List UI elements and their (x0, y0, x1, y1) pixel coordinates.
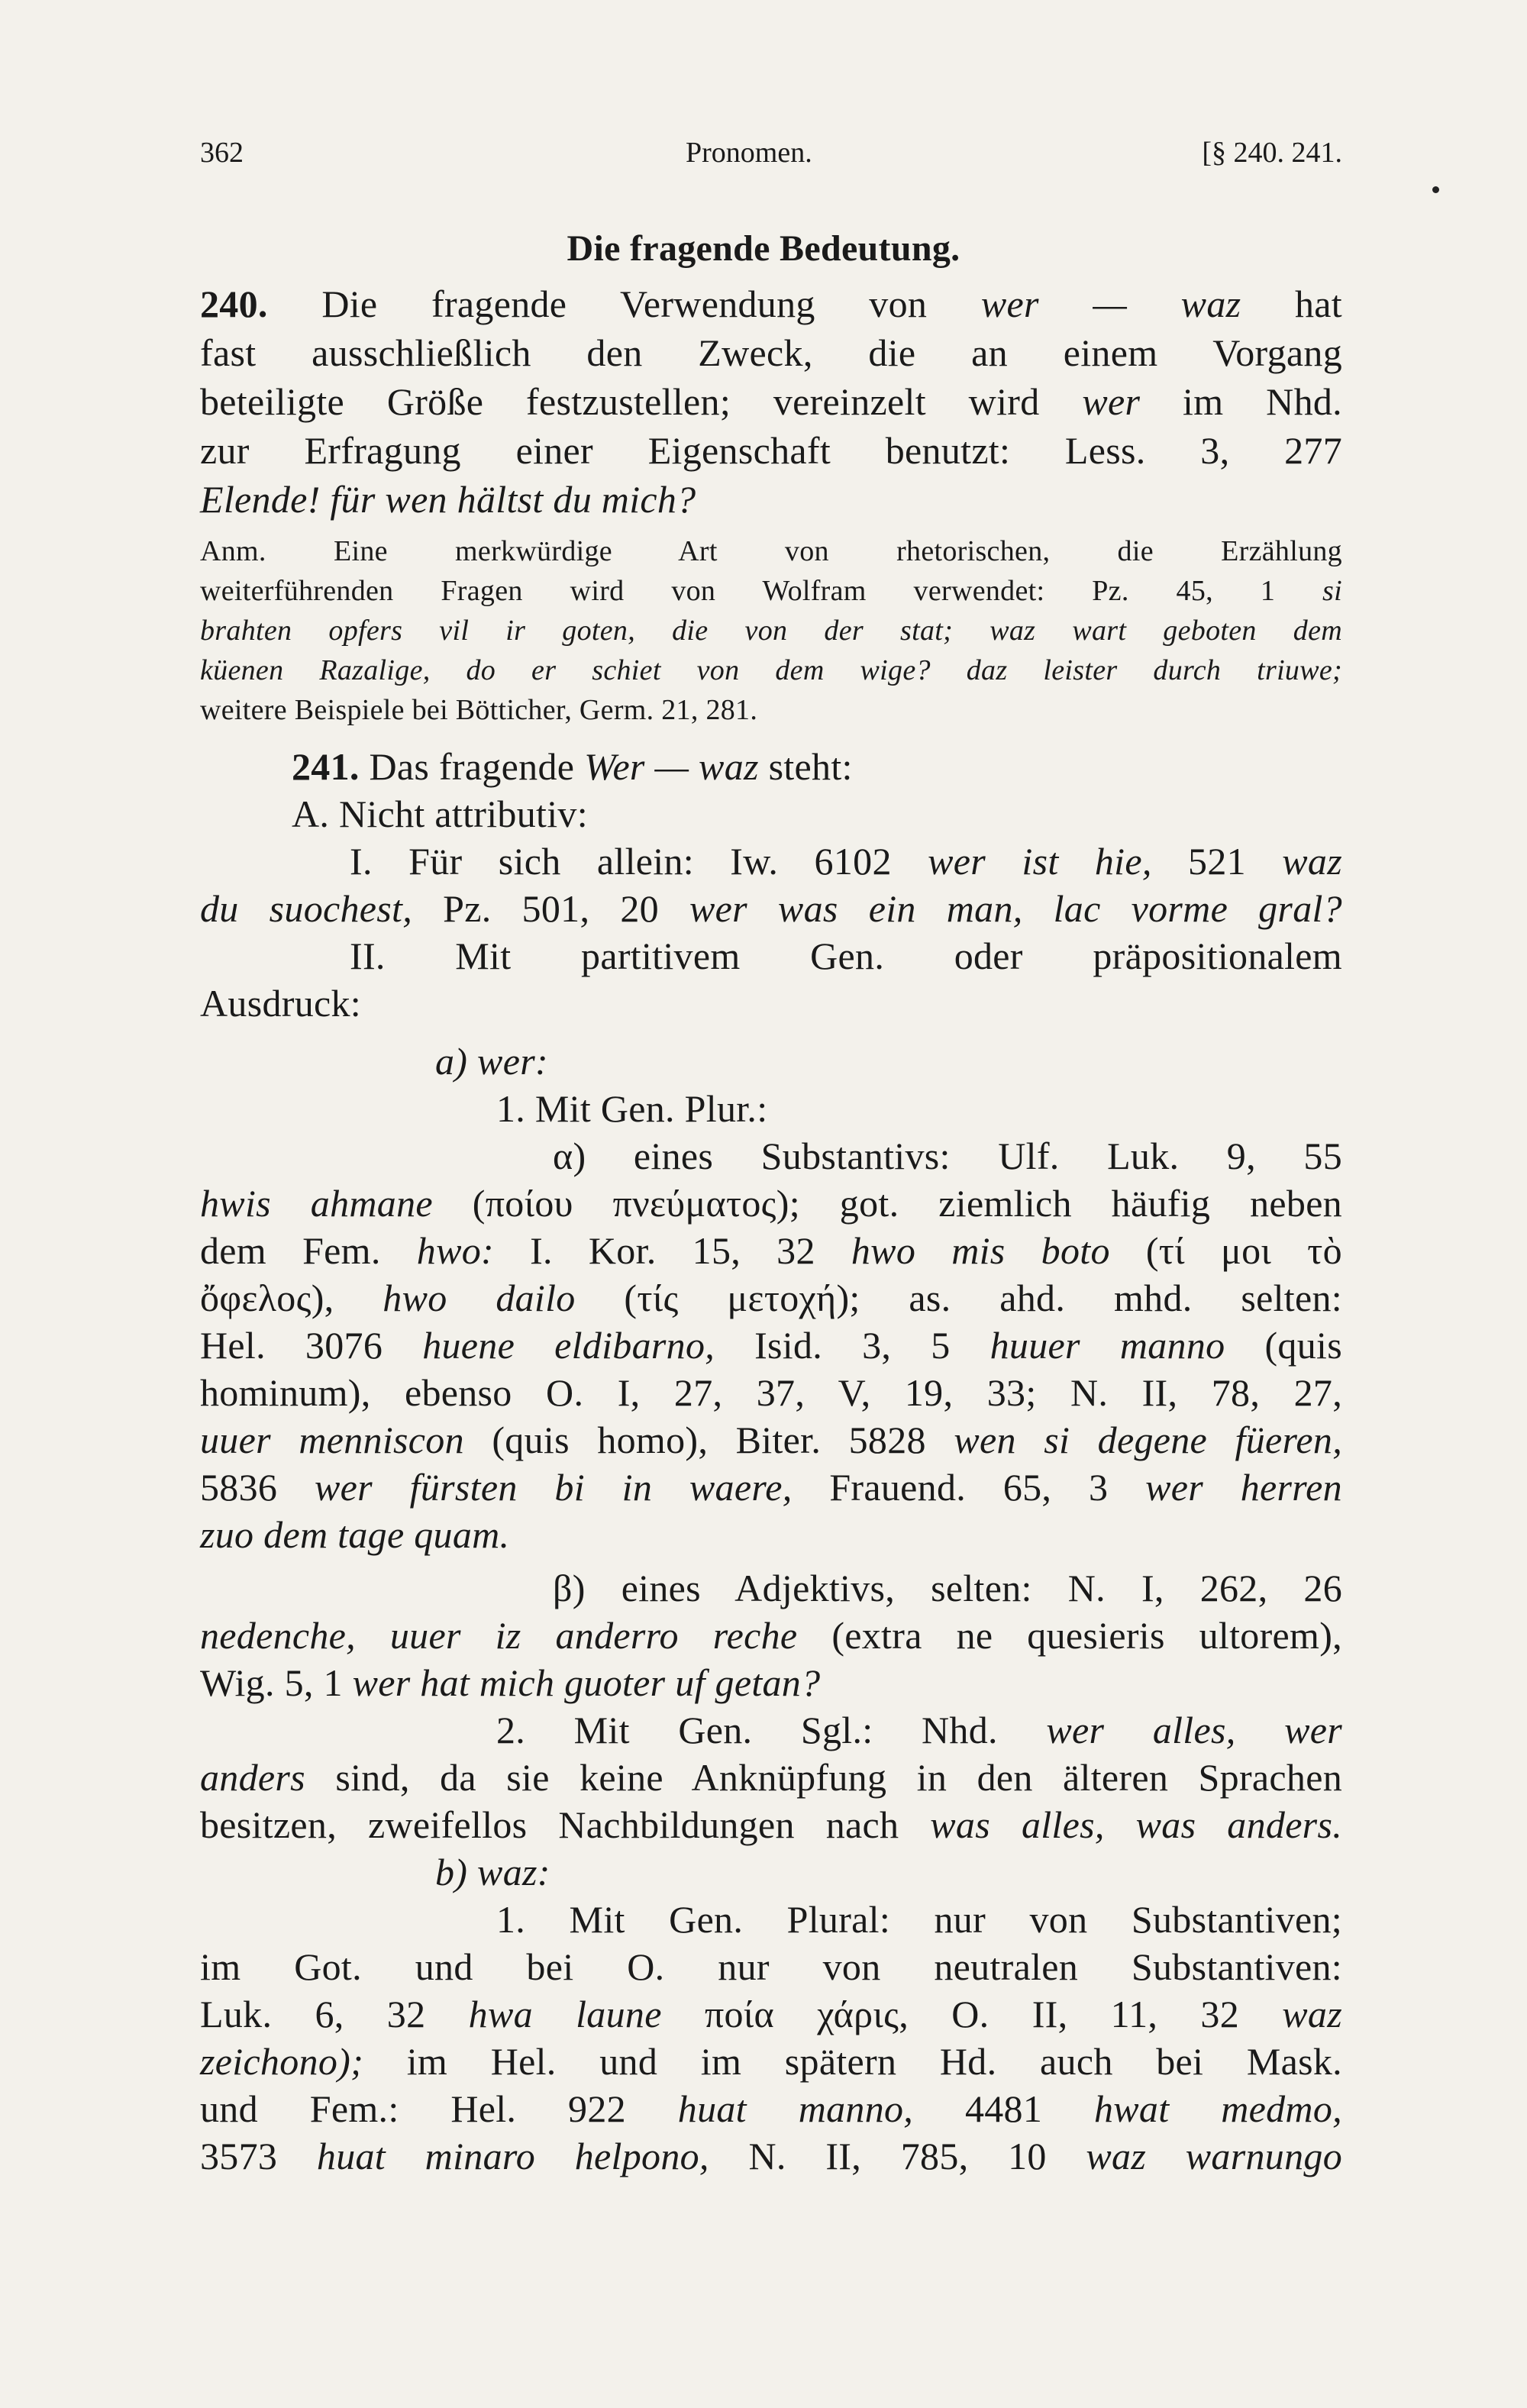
paragraph-241-line: hwis ahmane (ποίου πνεύματος); got. ziemlich häufig neben (200, 1182, 1342, 1225)
section-heading: Die fragende Bedeutung. (567, 228, 960, 269)
paragraph-241-line: 3573 huat minaro helpono, N. II, 785, 10 waz warnungo (200, 2135, 1342, 2177)
paragraph-241-line: besitzen, zweifellos Nachbildungen nach was alles, was anders. (200, 1803, 1343, 1846)
paragraph-241-line: 241. Das fragende Wer — waz steht: (292, 745, 853, 788)
paragraph-241-line: II. Mit partitivem Gen. oder präpositionalem (350, 934, 1342, 977)
paragraph-241-line: du suochest, Pz. 501, 20 wer was ein man, lac vorme gral? (200, 887, 1342, 930)
paragraph-241-line: I. Für sich allein: Iw. 6102 wer ist hie, 521 waz (350, 840, 1342, 883)
paragraph-241-line: A. Nicht attributiv: (292, 792, 588, 835)
paragraph-241-line: 2. Mit Gen. Sgl.: Nhd. wer alles, wer (496, 1709, 1342, 1751)
section-number: 241. (292, 745, 360, 788)
paragraph-241-line: Hel. 3076 huene eldibarno, Isid. 3, 5 huuer manno (quis (200, 1324, 1342, 1367)
note-line: weitere Beispiele bei Bötticher, Germ. 21, 281. (200, 694, 758, 726)
paragraph-240-line: Elende! für wen hältst du mich? (200, 478, 696, 521)
note-line: Anm. Eine merkwürdige Art von rhetorischen, die Erzählung (200, 535, 1342, 567)
paragraph-241-line: hominum), ebenso O. I, 27, 37, V, 19, 33; N. II, 78, 27, (200, 1371, 1342, 1414)
paragraph-241-line: zeichono); im Hel. und im spätern Hd. auch bei Mask. (200, 2040, 1342, 2083)
note-line: küenen Razalige, do er schiet von dem wige? daz leister durch triuwe; (200, 654, 1342, 686)
section-reference: [§ 240. 241. (1202, 137, 1342, 169)
paragraph-241-line: ὄφελος), hwo dailo (τίς μετοχή); as. ahd. mhd. selten: (200, 1277, 1342, 1319)
margin-mark (1432, 186, 1439, 193)
section-number: 240. (200, 282, 268, 325)
paragraph-240-line: beteiligte Größe festzustellen; vereinzelt wird wer im Nhd. (200, 380, 1342, 423)
paragraph-240-line: fast ausschließlich den Zweck, die an einem Vorgang (200, 331, 1342, 374)
paragraph-241-line: zuo dem tage quam. (200, 1513, 510, 1556)
paragraph-241-line: 1. Mit Gen. Plur.: (496, 1087, 768, 1130)
running-title: Pronomen. (686, 137, 812, 169)
paragraph-241-line: Luk. 6, 32 hwa laune ποία χάρις, O. II, 11, 32 waz (200, 1993, 1342, 2035)
paragraph-241-line: β) eines Adjektivs, selten: N. I, 262, 26 (553, 1567, 1342, 1609)
paragraph-240-line: zur Erfragung einer Eigenschaft benutzt: Less. 3, 277 (200, 429, 1342, 472)
page-number: 362 (200, 137, 244, 169)
note-line: weiterführenden Fragen wird von Wolfram verwendet: Pz. 45, 1 si (200, 575, 1342, 607)
paragraph-241-line: anders sind, da sie keine Anknüpfung in den älteren Sprachen (200, 1756, 1342, 1799)
paragraph-241-line: und Fem.: Hel. 922 huat manno, 4481 hwat medmo, (200, 2087, 1342, 2130)
paragraph-241-line: nedenche, uuer iz anderro reche (extra ne quesieris ultorem), (200, 1614, 1342, 1657)
paragraph-241-line: 5836 wer fürsten bi in waere, Frauend. 65, 3 wer herren (200, 1466, 1342, 1509)
running-header (200, 136, 1342, 182)
paragraph-241-line: uuer menniscon (quis homo), Biter. 5828 wen si degene füeren, (200, 1419, 1342, 1461)
paragraph-241-line: 1. Mit Gen. Plural: nur von Substantiven; (496, 1898, 1342, 1941)
paragraph-241-line: Wig. 5, 1 wer hat mich guoter uf getan? (200, 1661, 821, 1704)
paragraph-241-line: α) eines Substantivs: Ulf. Luk. 9, 55 (553, 1135, 1342, 1177)
paragraph-241-line: b) waz: (435, 1851, 550, 1893)
paragraph-241-line: Ausdruck: (200, 982, 362, 1025)
paragraph-240-line: 240. Die fragende Verwendung von wer — waz hat (200, 282, 1342, 325)
paragraph-241-line: im Got. und bei O. nur von neutralen Substantiven: (200, 1945, 1342, 1988)
note-line: brahten opfers vil ir goten, die von der stat; waz wart geboten dem (200, 615, 1342, 647)
paragraph-241-line: a) wer: (435, 1040, 548, 1083)
paragraph-241-line: dem Fem. hwo: I. Kor. 15, 32 hwo mis boto (τί μοι τὸ (200, 1229, 1342, 1272)
